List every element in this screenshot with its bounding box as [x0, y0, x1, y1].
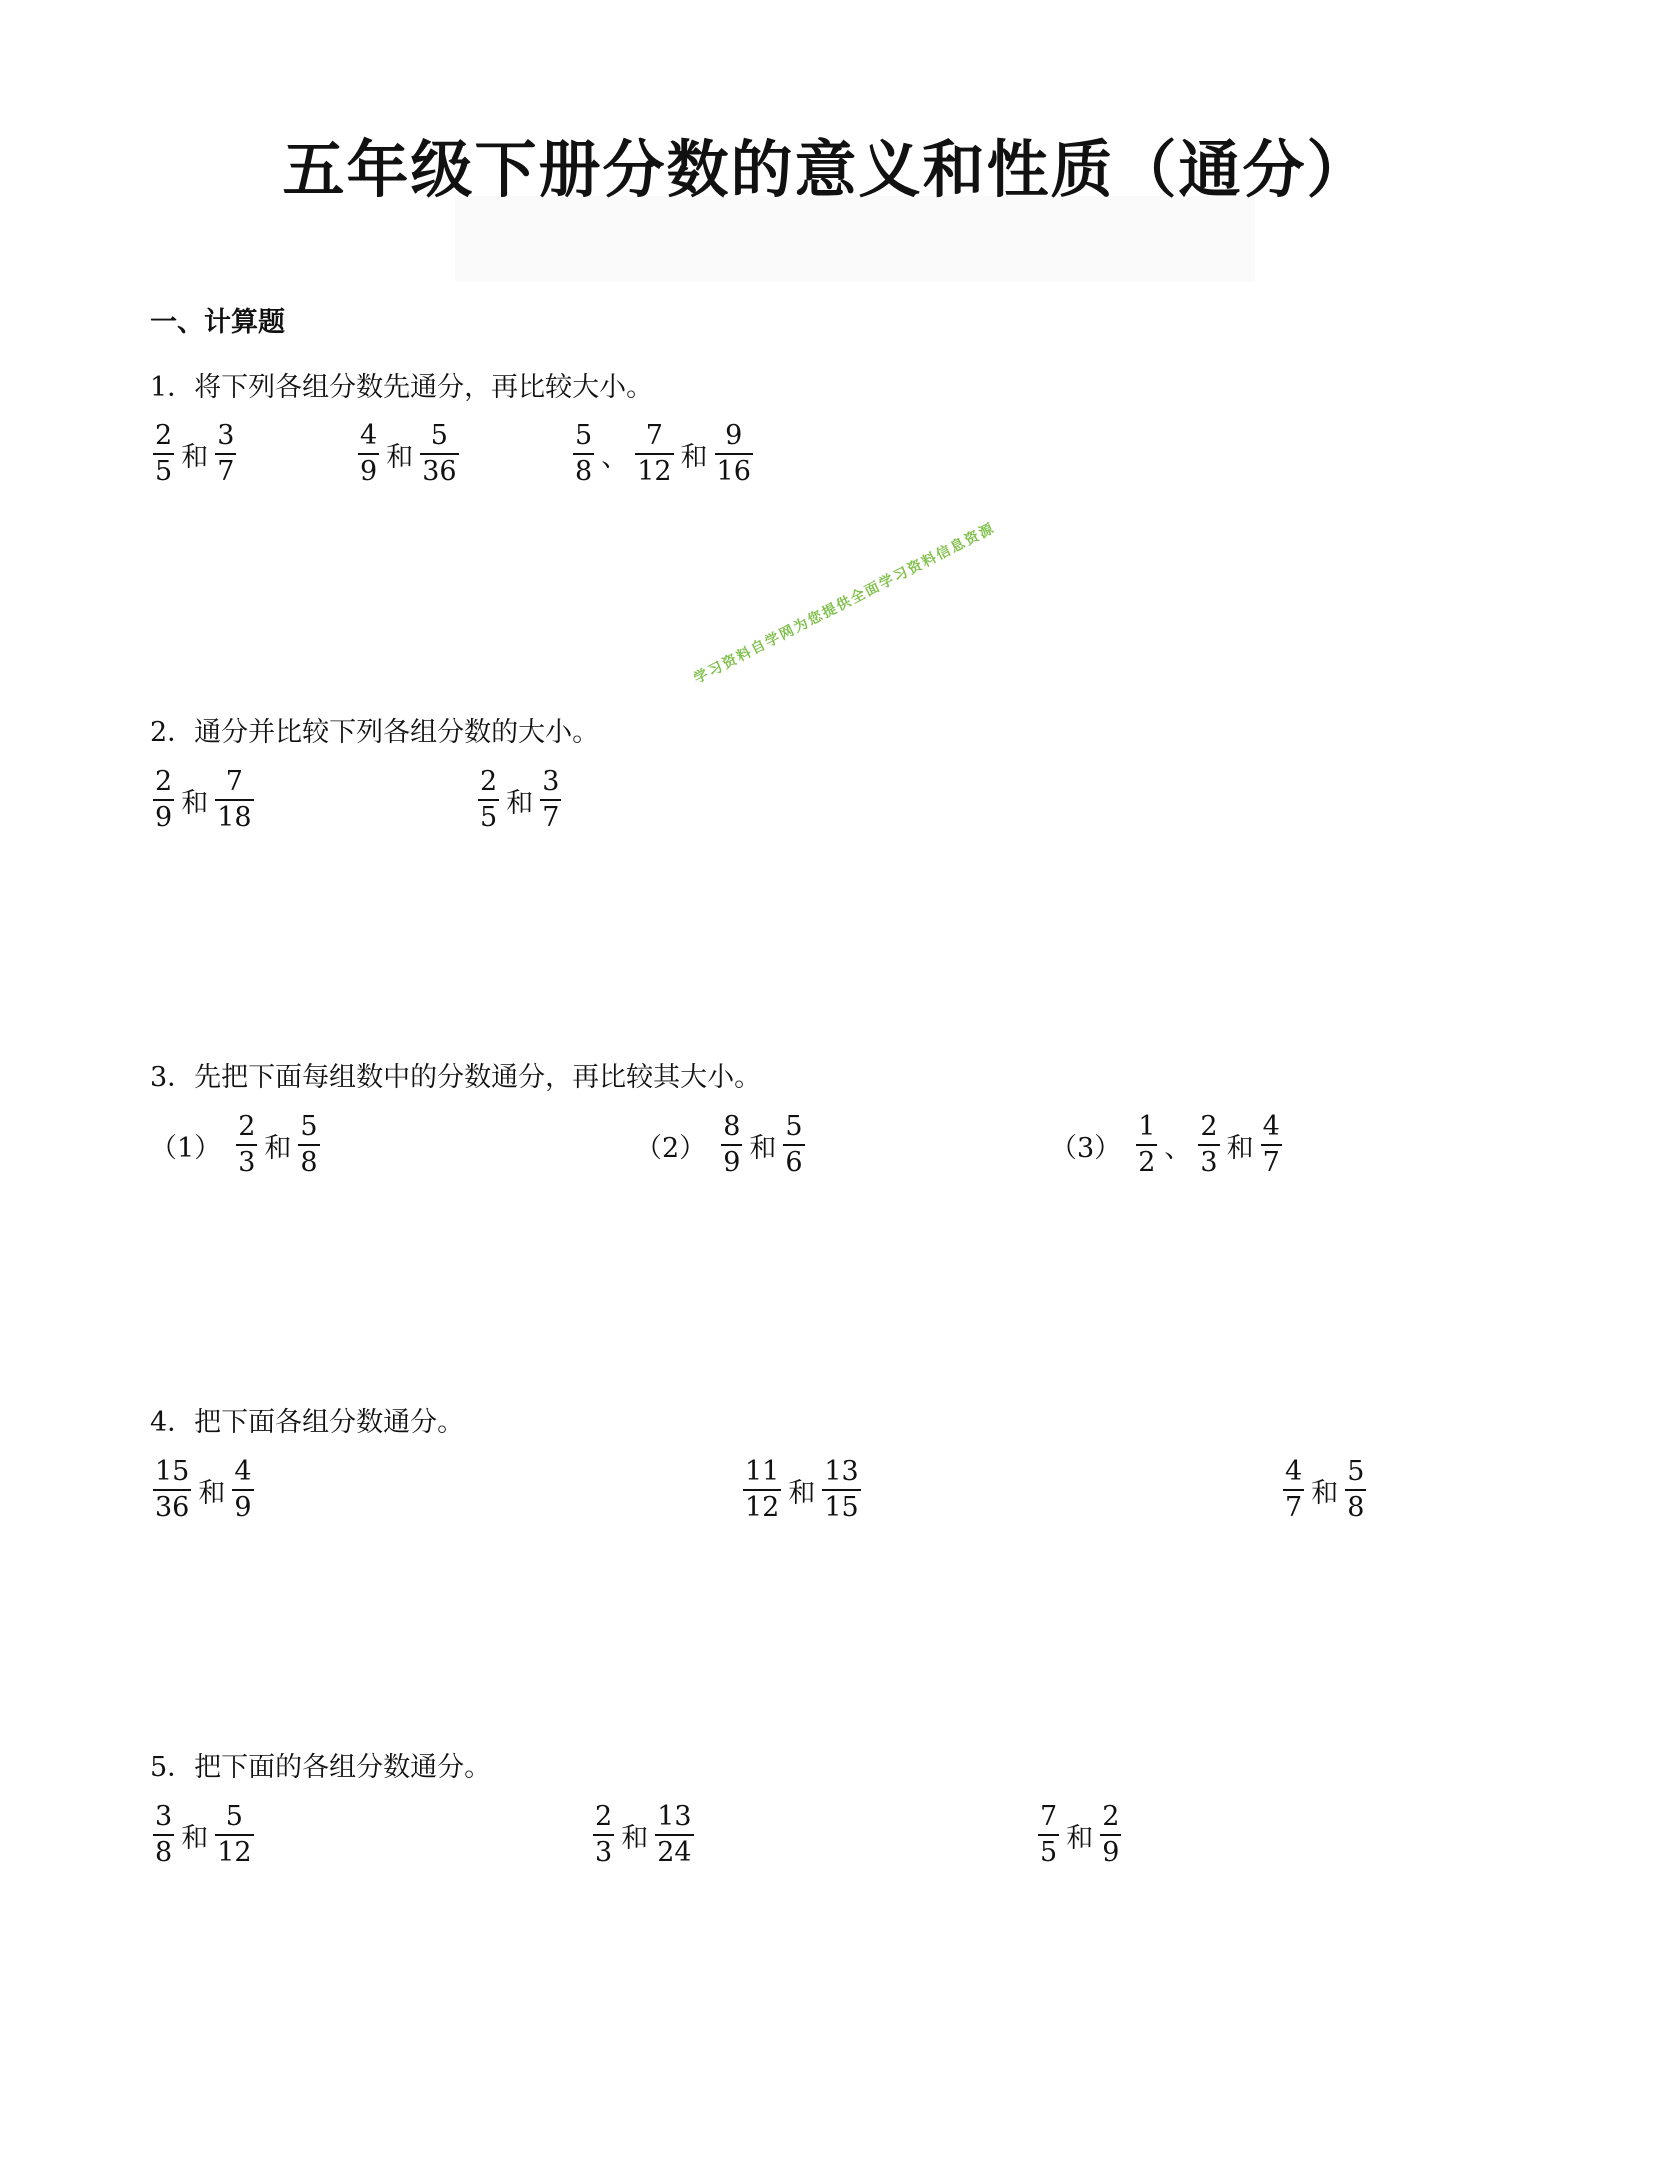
fraction — [478, 768, 499, 833]
conjunction: 和 — [788, 1477, 816, 1509]
fraction — [1345, 1458, 1366, 1523]
numerator: 5 — [430, 420, 448, 451]
numerator: 2 — [1200, 1111, 1218, 1142]
conjunction: 和 — [680, 441, 708, 473]
numerator: 11 — [745, 1456, 780, 1487]
numerator: 2 — [155, 766, 173, 797]
conjunction: 和 — [1066, 1822, 1094, 1854]
question-1-items — [0, 422, 1653, 512]
numerator: 9 — [725, 420, 743, 451]
fraction-group — [1035, 1803, 1124, 1868]
conjunction: 、 — [601, 441, 629, 473]
denominator: 5 — [155, 456, 173, 488]
fraction — [1198, 1113, 1219, 1178]
denominator: 7 — [1285, 1492, 1303, 1524]
denominator: 18 — [217, 802, 252, 834]
fraction — [215, 1803, 253, 1868]
conjunction: 和 — [1311, 1477, 1339, 1509]
fraction — [635, 422, 673, 487]
question-3-items — [0, 1113, 1653, 1203]
fraction — [1261, 1113, 1282, 1178]
numerator: 4 — [1285, 1456, 1303, 1487]
numerator: 7 — [225, 766, 243, 797]
fraction — [232, 1458, 253, 1523]
fraction-group — [150, 1113, 323, 1178]
fraction — [215, 768, 253, 833]
denominator: 2 — [1138, 1147, 1156, 1179]
numerator: 3 — [155, 1801, 173, 1832]
denominator: 9 — [234, 1492, 252, 1524]
denominator: 16 — [716, 456, 751, 488]
conjunction: 、 — [1164, 1132, 1192, 1164]
fraction — [822, 1458, 860, 1523]
conjunction: 和 — [506, 787, 534, 819]
fraction — [215, 422, 236, 487]
denominator: 36 — [422, 456, 457, 488]
fraction — [1100, 1803, 1121, 1868]
numerator: 3 — [217, 420, 235, 451]
conjunction: 和 — [621, 1822, 649, 1854]
numerator: 1 — [1138, 1111, 1156, 1142]
numerator: 2 — [595, 1801, 613, 1832]
fraction-group — [570, 422, 756, 487]
fraction — [298, 1113, 319, 1178]
fraction — [420, 422, 458, 487]
denominator: 6 — [785, 1147, 803, 1179]
denominator: 9 — [723, 1147, 741, 1179]
question-5-items — [0, 1803, 1653, 1893]
numerator: 5 — [225, 1801, 243, 1832]
numerator: 5 — [1347, 1456, 1365, 1487]
item-label: （1） — [150, 1132, 222, 1164]
fraction-group — [1050, 1113, 1285, 1178]
fraction — [1038, 1803, 1059, 1868]
fraction — [540, 768, 561, 833]
fraction — [153, 422, 174, 487]
numerator: 2 — [238, 1111, 256, 1142]
numerator: 15 — [155, 1456, 190, 1487]
denominator: 5 — [1040, 1837, 1058, 1869]
fraction-group — [150, 768, 257, 833]
fraction — [153, 1803, 174, 1868]
question-5-text: 5．把下面的各组分数通分。 — [150, 1752, 492, 1783]
conjunction: 和 — [1226, 1132, 1254, 1164]
numerator: 4 — [234, 1456, 252, 1487]
conjunction: 和 — [198, 1477, 226, 1509]
denominator: 5 — [480, 802, 498, 834]
question-3-text: 3．先把下面每组数中的分数通分，再比较其大小。 — [150, 1062, 762, 1093]
denominator: 7 — [1262, 1147, 1280, 1179]
numerator: 8 — [723, 1111, 741, 1142]
fraction — [1136, 1113, 1157, 1178]
numerator: 4 — [1262, 1111, 1280, 1142]
fraction — [153, 768, 174, 833]
fraction — [1283, 1458, 1304, 1523]
question-1-text: 1．将下列各组分数先通分，再比较大小。 — [150, 372, 654, 403]
fraction-group — [150, 422, 239, 487]
fraction-group — [635, 1113, 808, 1178]
fraction-group — [355, 422, 462, 487]
fraction — [655, 1803, 693, 1868]
numerator: 2 — [155, 420, 173, 451]
numerator: 7 — [645, 420, 663, 451]
denominator: 12 — [745, 1492, 780, 1524]
question-2-text: 2．通分并比较下列各组分数的大小。 — [150, 717, 600, 748]
conjunction: 和 — [181, 441, 209, 473]
denominator: 7 — [542, 802, 560, 834]
denominator: 12 — [217, 1837, 252, 1869]
question-4-text: 4．把下面各组分数通分。 — [150, 1407, 465, 1438]
conjunction: 和 — [181, 1822, 209, 1854]
denominator: 8 — [1347, 1492, 1365, 1524]
denominator: 3 — [595, 1837, 613, 1869]
denominator: 9 — [155, 802, 173, 834]
fraction-group — [150, 1803, 257, 1868]
fraction — [593, 1803, 614, 1868]
denominator: 24 — [657, 1837, 692, 1869]
denominator: 9 — [360, 456, 378, 488]
conjunction: 和 — [264, 1132, 292, 1164]
question-2-items — [0, 768, 1653, 858]
fraction-group — [150, 1458, 257, 1523]
item-label: （3） — [1050, 1132, 1122, 1164]
fraction-group — [1280, 1458, 1369, 1523]
numerator: 2 — [480, 766, 498, 797]
question-4-items — [0, 1458, 1653, 1548]
numerator: 5 — [300, 1111, 318, 1142]
conjunction: 和 — [386, 441, 414, 473]
numerator: 2 — [1102, 1801, 1120, 1832]
numerator: 13 — [824, 1456, 859, 1487]
fraction-group — [740, 1458, 864, 1523]
denominator: 8 — [155, 1837, 173, 1869]
numerator: 5 — [785, 1111, 803, 1142]
page-title: 五年级下册分数的意义和性质（通分） — [282, 133, 1371, 206]
conjunction: 和 — [181, 787, 209, 819]
fraction — [153, 1458, 191, 1523]
fraction — [236, 1113, 257, 1178]
numerator: 4 — [360, 420, 378, 451]
fraction — [743, 1458, 781, 1523]
conjunction: 和 — [749, 1132, 777, 1164]
fraction — [358, 422, 379, 487]
fraction-group — [590, 1803, 697, 1868]
denominator: 3 — [238, 1147, 256, 1179]
watermark: 学习资料自学网为您提供全面学习资料信息资源 — [691, 520, 999, 687]
numerator: 13 — [657, 1801, 692, 1832]
denominator: 12 — [637, 456, 672, 488]
numerator: 7 — [1040, 1801, 1058, 1832]
denominator: 7 — [217, 456, 235, 488]
denominator: 36 — [155, 1492, 190, 1524]
numerator: 5 — [575, 420, 593, 451]
item-label: （2） — [635, 1132, 707, 1164]
section-heading: 一、计算题 — [150, 307, 285, 338]
fraction-group — [475, 768, 564, 833]
denominator: 3 — [1200, 1147, 1218, 1179]
denominator: 8 — [300, 1147, 318, 1179]
denominator: 15 — [824, 1492, 859, 1524]
fraction — [721, 1113, 742, 1178]
denominator: 8 — [575, 456, 593, 488]
fraction — [573, 422, 594, 487]
fraction — [715, 422, 753, 487]
fraction — [783, 1113, 804, 1178]
numerator: 3 — [542, 766, 560, 797]
denominator: 9 — [1102, 1837, 1120, 1869]
